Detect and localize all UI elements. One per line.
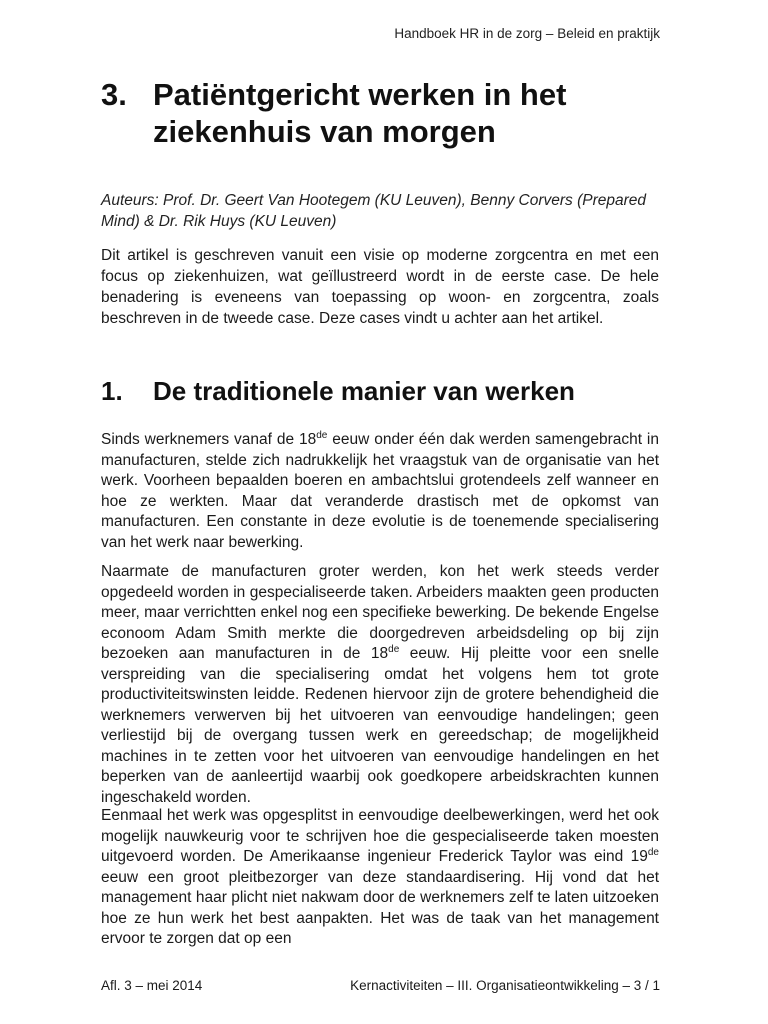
- paragraph-text: eeuw. Hij pleitte voor een snelle verspreiding van die specialisering omdat het volgens hem tot grote productiviteitswinsten leidde. Redenen hiervoor zijn de grotere behendigheid die werknemers verwerven bij het uitvoeren van eenvoudige handelingen; geen verliestijd bij de overgang tussen werk en gereedschap; de mogelijkheid machines in te zetten voor het uitvoeren van eenvoudige handelingen en het beperken van de aanleertijd waarbij ook goedkopere arbeidskrachten kunnen ingeschakeld worden.: [101, 645, 659, 806]
- footer-section-page: Kernactiviteiten – III. Organisatieontwikkeling – 3 / 1: [350, 978, 660, 993]
- body-paragraph-1: [101, 430, 659, 553]
- authors-line: Auteurs: Prof. Dr. Geert Van Hootegem (KU Leuven), Benny Corvers (Prepared Mind) & Dr. Rik Huys (KU Leuven): [101, 192, 647, 230]
- paragraph-text: Sinds werknemers vanaf de 18: [101, 431, 317, 448]
- paragraph-text: eeuw een groot pleitbezorger van deze standaardisering. Hij vond dat het management haar plicht niet nakwam door de werknemers zelf te laten uitzoeken hoe ze hun werk het best aanpakten. Het was de taak van het management ervoor te zorgen dat op een: [101, 868, 659, 947]
- paragraph-text: Naarmate de manufacturen groter werden, kon het werk steeds verder opgedeeld worden in gespecialiseerde taken. Arbeiders maakten geen producten meer, maar verrichtten enkel nog een specifieke bewerking. De bekende Engelse econoom Adam Smith merkte die doorgedreven arbeidsdeling op bij zijn bezoeken aan manufacturen in de 18: [101, 563, 659, 662]
- section-number: 1.: [101, 376, 123, 406]
- section-title: De traditionele manier van werken: [153, 376, 575, 406]
- intro-paragraph: Dit artikel is geschreven vanuit een visie op moderne zorgcentra en met een focus op ziekenhuizen, wat geïllustreerd wordt in de eerste case. De hele benadering is eveneens van toepassing op woon- en zorgcentra, zoals beschreven in de tweede case. Deze cases vindt u achter aan het artikel.: [101, 247, 659, 327]
- chapter-number: 3.: [101, 77, 127, 112]
- paragraph-text: Eenmaal het werk was opgesplitst in eenvoudige deelbewerkingen, werd het ook mogelijk nauwkeurig voor te schrijven hoe die gespecialiseerde taken moesten uitgevoerd worden. De Amerikaanse ingenieur Frederick Taylor was eind 19: [101, 807, 659, 865]
- chapter-title: Patiëntgericht werken in het ziekenhuis van morgen: [153, 77, 567, 149]
- section-heading: [101, 375, 701, 407]
- body-paragraph-2: [101, 562, 659, 808]
- superscript: de: [316, 429, 328, 441]
- body-paragraph-3: [101, 806, 659, 950]
- running-header: Handboek HR in de zorg – Beleid en praktijk: [394, 26, 660, 41]
- superscript: de: [388, 643, 400, 655]
- footer-issue: Afl. 3 – mei 2014: [101, 978, 203, 993]
- superscript: de: [647, 846, 659, 858]
- chapter-heading: [101, 76, 701, 150]
- paragraph-text: eeuw onder één dak werden samengebracht in manufacturen, stelde zich nadrukkelijk het vraagstuk van de organisatie van het werk. Voorheen bepaalden boeren en ambachtslui grotendeels zelf wanneer en hoe ze werkten. Maar dat veranderde drastisch met de opkomst van manufacturen. Een constante in deze evolutie is de toenemende specialisering van het werk naar bewerking.: [101, 431, 659, 551]
